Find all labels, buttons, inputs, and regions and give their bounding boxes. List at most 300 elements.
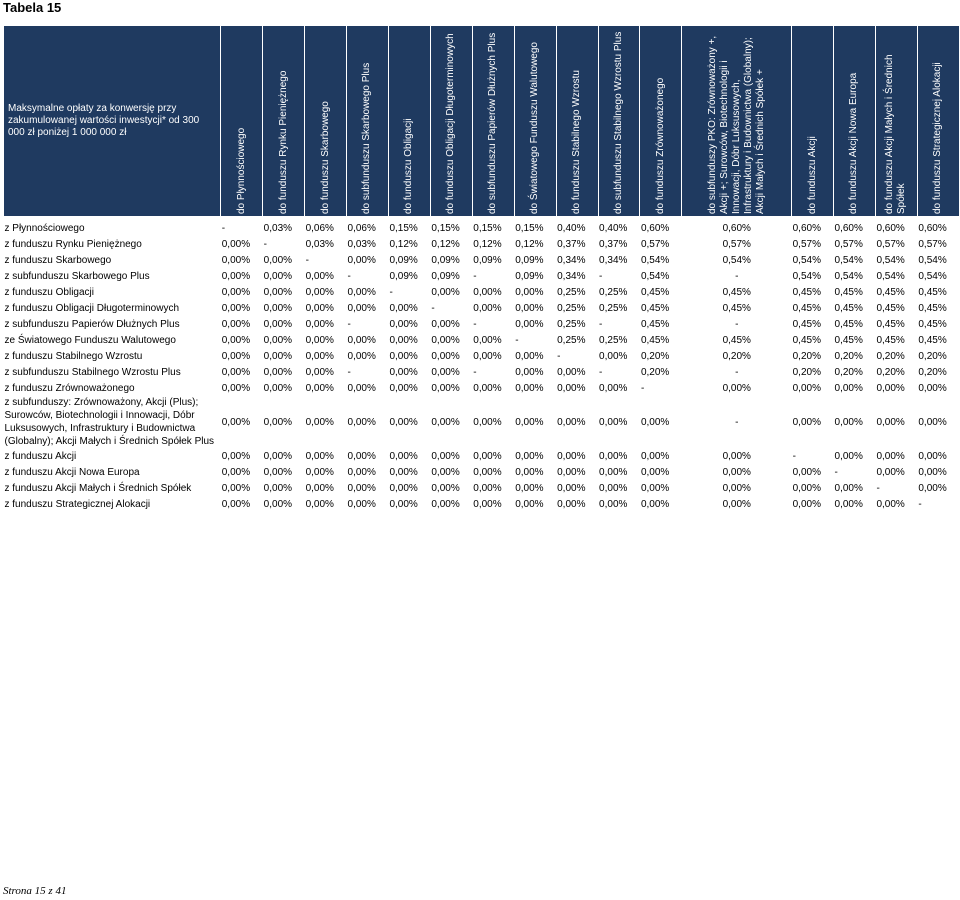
fee-cell: 0,00% bbox=[221, 238, 251, 250]
fee-cell: 0,00% bbox=[305, 382, 334, 394]
fee-cell: 0,00% bbox=[347, 450, 376, 462]
table-row bbox=[4, 396, 960, 448]
row-label: z funduszu Strategicznej Alokacji bbox=[4, 498, 151, 510]
fee-cell: 0,09% bbox=[473, 254, 502, 266]
fee-cell: 0,00% bbox=[305, 318, 334, 330]
fee-cell: 0,00% bbox=[876, 466, 905, 478]
fee-cell: 0,00% bbox=[876, 498, 905, 510]
column-header-label: do Płynnościowego bbox=[235, 127, 247, 214]
column-header-label: do Światowego Funduszu Walutowego bbox=[529, 42, 541, 214]
fee-cell: 0,34% bbox=[557, 270, 586, 282]
fee-cell: 0,00% bbox=[263, 498, 293, 510]
fee-cell: 0,00% bbox=[263, 382, 293, 394]
fee-cell: 0,00% bbox=[305, 286, 334, 298]
fee-cell: - bbox=[347, 318, 351, 330]
fee-cell: 0,00% bbox=[263, 366, 293, 378]
fee-cell: 0,37% bbox=[557, 238, 586, 250]
fee-cell: 0,60% bbox=[876, 222, 905, 234]
fee-cell: 0,20% bbox=[918, 366, 947, 378]
column-header bbox=[834, 26, 876, 216]
fee-cell: 0,00% bbox=[389, 334, 418, 346]
fee-cell: 0,34% bbox=[599, 254, 628, 266]
table-row bbox=[4, 348, 960, 364]
fee-cell: 0,09% bbox=[431, 270, 460, 282]
fee-cell: 0,00% bbox=[515, 498, 544, 510]
fee-cell: 0,00% bbox=[305, 498, 334, 510]
fee-cell: 0,20% bbox=[722, 350, 751, 362]
fee-cell: 0,54% bbox=[876, 270, 905, 282]
row-label: z funduszu Obligacji bbox=[4, 286, 94, 298]
table-row bbox=[4, 496, 960, 512]
fee-cell: 0,00% bbox=[792, 498, 821, 510]
fee-cell: 0,00% bbox=[834, 450, 863, 462]
fee-cell: 0,20% bbox=[792, 350, 821, 362]
fee-cell: 0,00% bbox=[305, 350, 334, 362]
fee-cell: 0,54% bbox=[792, 270, 821, 282]
column-header-label: do subfunduszu Skarbowego Plus bbox=[361, 62, 373, 214]
fee-cell: 0,00% bbox=[599, 466, 628, 478]
fee-cell: 0,60% bbox=[834, 222, 863, 234]
fee-cell: 0,25% bbox=[557, 334, 586, 346]
fee-cell: 0,00% bbox=[431, 350, 460, 362]
fee-cell: 0,45% bbox=[792, 318, 821, 330]
fee-cell: 0,00% bbox=[918, 482, 947, 494]
column-header-label: do funduszu Strategicznej Alokacji bbox=[932, 62, 944, 214]
fee-cell: 0,25% bbox=[557, 302, 586, 314]
fee-cell: 0,00% bbox=[389, 366, 418, 378]
fee-cell: 0,45% bbox=[640, 286, 670, 298]
fee-cell: - bbox=[473, 366, 477, 378]
fee-cell: 0,45% bbox=[918, 302, 947, 314]
fee-cell: 0,45% bbox=[640, 302, 670, 314]
column-header-label: do funduszu Obligacji bbox=[403, 118, 415, 214]
fee-cell: 0,00% bbox=[515, 318, 544, 330]
fee-cell: 0,45% bbox=[722, 302, 751, 314]
fee-cell: 0,09% bbox=[389, 270, 418, 282]
fee-cell: 0,00% bbox=[221, 366, 251, 378]
fee-cell: 0,00% bbox=[557, 498, 586, 510]
fee-cell: 0,00% bbox=[221, 302, 251, 314]
fee-cell: 0,00% bbox=[515, 416, 544, 428]
fee-cell: 0,00% bbox=[834, 382, 863, 394]
fee-cell: 0,00% bbox=[473, 382, 502, 394]
corner-header bbox=[4, 26, 221, 216]
fee-cell: 0,45% bbox=[876, 318, 905, 330]
fee-cell: 0,00% bbox=[221, 382, 251, 394]
fee-cell: 0,00% bbox=[557, 416, 586, 428]
fee-cell: 0,34% bbox=[557, 254, 586, 266]
fee-cell: 0,54% bbox=[792, 254, 821, 266]
fee-cell: 0,54% bbox=[918, 254, 947, 266]
fee-cell: 0,45% bbox=[876, 334, 905, 346]
fee-cell: 0,00% bbox=[473, 466, 502, 478]
fee-cell: 0,25% bbox=[599, 302, 628, 314]
table-row bbox=[4, 380, 960, 396]
fee-cell: - bbox=[735, 366, 739, 378]
fee-cell: 0,12% bbox=[431, 238, 460, 250]
fee-cell: 0,00% bbox=[221, 450, 251, 462]
fee-cell: 0,00% bbox=[599, 416, 628, 428]
fee-cell: 0,03% bbox=[263, 222, 293, 234]
fee-cell: 0,20% bbox=[640, 366, 670, 378]
fee-cell: 0,00% bbox=[431, 482, 460, 494]
fee-cell: 0,00% bbox=[263, 350, 293, 362]
fee-cell: 0,57% bbox=[722, 238, 751, 250]
column-header bbox=[682, 26, 792, 216]
fee-cell: 0,00% bbox=[347, 416, 376, 428]
fee-cell: 0,00% bbox=[263, 466, 293, 478]
fee-cell: 0,20% bbox=[876, 350, 905, 362]
fee-cell: 0,00% bbox=[305, 366, 334, 378]
fee-cell: 0,00% bbox=[263, 334, 293, 346]
column-header bbox=[875, 26, 917, 216]
row-label: z subfunduszy: Zrównoważony, Akcji (Plus); Surowców, Biotechnologii i Innowacji, Dóbr Luksusowych, Infrastruktury i Budownictwa (Globalny); Akcji Małych i Średnich Spółek Plus bbox=[4, 397, 215, 447]
fee-cell: 0,00% bbox=[431, 498, 460, 510]
fee-cell: 0,00% bbox=[640, 450, 670, 462]
fee-cell: 0,00% bbox=[792, 482, 821, 494]
fee-cell: - bbox=[515, 334, 519, 346]
fee-cell: 0,00% bbox=[473, 302, 502, 314]
fee-cell: 0,09% bbox=[515, 270, 544, 282]
fee-cell: 0,00% bbox=[599, 482, 628, 494]
column-header bbox=[598, 26, 640, 216]
column-header-label: do funduszu Akcji bbox=[806, 136, 818, 214]
fee-cell: 0,54% bbox=[918, 270, 947, 282]
fee-cell: 0,00% bbox=[557, 482, 586, 494]
fee-cell: 0,00% bbox=[389, 498, 418, 510]
fee-cell: 0,00% bbox=[557, 450, 586, 462]
fee-cell: 0,00% bbox=[431, 450, 460, 462]
fee-cell: 0,00% bbox=[557, 366, 586, 378]
fee-cell: 0,00% bbox=[347, 382, 376, 394]
fee-cell: 0,54% bbox=[834, 254, 863, 266]
fee-cell: 0,00% bbox=[515, 286, 544, 298]
fee-cell: - bbox=[640, 382, 645, 394]
fee-cell: 0,40% bbox=[557, 222, 586, 234]
row-label: z funduszu Skarbowego bbox=[4, 254, 112, 266]
fee-cell: 0,54% bbox=[834, 270, 863, 282]
column-header-label: do funduszu Stabilnego Wzrostu bbox=[571, 70, 583, 214]
table-row bbox=[4, 448, 960, 464]
fee-cell: 0,00% bbox=[431, 382, 460, 394]
fee-cell: 0,00% bbox=[722, 466, 751, 478]
fee-cell: 0,00% bbox=[305, 466, 334, 478]
fee-cell: 0,45% bbox=[918, 286, 947, 298]
fee-cell: 0,45% bbox=[792, 302, 821, 314]
column-header bbox=[514, 26, 556, 216]
fee-cell: - bbox=[735, 270, 739, 282]
fee-cell: - bbox=[876, 482, 880, 494]
fee-cell: 0,00% bbox=[263, 318, 293, 330]
fee-cell: 0,25% bbox=[599, 334, 628, 346]
fee-cell: 0,00% bbox=[389, 466, 418, 478]
fee-cell: 0,00% bbox=[515, 366, 544, 378]
fee-cell: 0,00% bbox=[876, 382, 905, 394]
fee-cell: 0,00% bbox=[305, 482, 334, 494]
fee-cell: 0,00% bbox=[834, 498, 863, 510]
fee-cell: 0,45% bbox=[918, 334, 947, 346]
fee-cell: 0,00% bbox=[263, 254, 293, 266]
fee-cell: 0,00% bbox=[473, 334, 502, 346]
fee-cell: 0,60% bbox=[792, 222, 821, 234]
fee-cell: - bbox=[918, 498, 922, 510]
fee-cell: - bbox=[347, 366, 351, 378]
fee-cell: - bbox=[792, 450, 796, 462]
fee-cell: 0,09% bbox=[431, 254, 460, 266]
fee-cell: 0,00% bbox=[305, 302, 334, 314]
fee-cell: 0,15% bbox=[389, 222, 418, 234]
fee-cell: 0,00% bbox=[557, 382, 586, 394]
fee-cell: - bbox=[735, 318, 739, 330]
fee-cell: 0,25% bbox=[557, 286, 586, 298]
fee-cell: 0,15% bbox=[515, 222, 544, 234]
fee-cell: 0,45% bbox=[640, 318, 670, 330]
table-row bbox=[4, 316, 960, 332]
fee-cell: 0,00% bbox=[389, 450, 418, 462]
row-label: z subfunduszu Papierów Dłużnych Plus bbox=[4, 318, 180, 330]
fee-cell: 0,00% bbox=[221, 466, 251, 478]
fee-cell: 0,20% bbox=[834, 366, 863, 378]
fee-cell: 0,00% bbox=[389, 382, 418, 394]
fee-cell: 0,00% bbox=[389, 350, 418, 362]
fee-cell: 0,12% bbox=[389, 238, 418, 250]
fee-cell: 0,00% bbox=[599, 350, 628, 362]
fee-cell: 0,00% bbox=[305, 450, 334, 462]
fee-cell: 0,00% bbox=[431, 334, 460, 346]
fee-cell: - bbox=[599, 366, 603, 378]
fee-cell: 0,00% bbox=[918, 382, 947, 394]
fee-cell: 0,00% bbox=[389, 482, 418, 494]
fee-cell: 0,00% bbox=[473, 350, 502, 362]
fee-cell: 0,00% bbox=[263, 482, 293, 494]
fee-cell: 0,06% bbox=[347, 222, 376, 234]
row-label: z funduszu Akcji Nowa Europa bbox=[4, 466, 140, 478]
column-header-label: do subfunduszy PKO: Zrównoważony +, Akcji +; Surowców, Biotechnologii i Innowacji, Dóbr Luksusowych, Infrastruktury i Budownictwa (Globalny); Akcji Małych i Średnich Spółek + bbox=[706, 35, 766, 214]
table-row bbox=[4, 364, 960, 380]
column-header-label: do subfunduszu Papierów Dłużnych Plus bbox=[487, 32, 499, 214]
fee-cell: 0,45% bbox=[876, 286, 905, 298]
fee-cell: 0,00% bbox=[431, 366, 460, 378]
column-header-label: do funduszu Akcji Nowa Europa bbox=[848, 72, 860, 214]
row-label: z funduszu Zrównoważonego bbox=[4, 382, 135, 394]
fee-cell: 0,00% bbox=[515, 466, 544, 478]
fee-cell: 0,00% bbox=[221, 286, 251, 298]
fee-cell: 0,00% bbox=[473, 416, 502, 428]
fee-cell: 0,00% bbox=[263, 302, 293, 314]
fee-cell: 0,00% bbox=[640, 498, 670, 510]
fee-cell: 0,00% bbox=[473, 450, 502, 462]
fee-cell: 0,03% bbox=[347, 238, 376, 250]
table-row bbox=[4, 480, 960, 496]
fee-cell: 0,00% bbox=[221, 350, 251, 362]
fee-cell: 0,00% bbox=[263, 450, 293, 462]
table-row bbox=[4, 252, 960, 268]
row-label: z funduszu Akcji Małych i Średnich Spółek bbox=[4, 482, 192, 494]
fee-cell: 0,00% bbox=[221, 482, 251, 494]
fee-cell: 0,45% bbox=[792, 334, 821, 346]
fee-cell: 0,00% bbox=[722, 382, 751, 394]
fee-cell: 0,00% bbox=[876, 416, 905, 428]
table-row bbox=[4, 332, 960, 348]
table-row bbox=[4, 464, 960, 480]
column-header bbox=[221, 26, 263, 216]
fee-cell: 0,00% bbox=[918, 466, 947, 478]
fee-cell: 0,00% bbox=[221, 416, 251, 428]
fee-cell: - bbox=[473, 270, 477, 282]
fee-cell: 0,00% bbox=[876, 450, 905, 462]
fee-cell: 0,00% bbox=[221, 270, 251, 282]
column-header-label: do funduszu Akcji Małych i Średnich Spółek bbox=[884, 54, 908, 214]
fee-cell: 0,00% bbox=[599, 382, 628, 394]
fee-cell: 0,60% bbox=[722, 222, 751, 234]
column-header bbox=[792, 26, 834, 216]
fee-cell: 0,45% bbox=[722, 286, 751, 298]
row-label: z funduszu Stabilnego Wzrostu bbox=[4, 350, 143, 362]
fee-cell: 0,09% bbox=[515, 254, 544, 266]
row-label: z Płynnościowego bbox=[4, 222, 85, 234]
fee-cell: 0,45% bbox=[834, 318, 863, 330]
fee-cell: 0,37% bbox=[599, 238, 628, 250]
fee-cell: 0,00% bbox=[347, 350, 376, 362]
fee-cell: 0,00% bbox=[792, 466, 821, 478]
page-title: Tabela 15 bbox=[3, 0, 62, 15]
fee-cell: 0,00% bbox=[389, 416, 418, 428]
fee-cell: - bbox=[221, 222, 226, 234]
row-label: z subfunduszu Stabilnego Wzrostu Plus bbox=[4, 366, 181, 378]
fee-cell: 0,00% bbox=[599, 498, 628, 510]
fee-cell: 0,00% bbox=[305, 416, 334, 428]
fee-cell: 0,00% bbox=[347, 334, 376, 346]
column-header bbox=[430, 26, 472, 216]
fee-cell: 0,00% bbox=[792, 382, 821, 394]
header-row bbox=[4, 26, 960, 216]
fee-cell: 0,45% bbox=[834, 302, 863, 314]
column-header-label: do funduszu Rynku Pieniężnego bbox=[277, 70, 289, 214]
fee-cell: 0,00% bbox=[515, 382, 544, 394]
fee-cell: 0,00% bbox=[305, 270, 334, 282]
fee-cell: 0,20% bbox=[792, 366, 821, 378]
column-header-label: do subfunduszu Stabilnego Wzrostu Plus bbox=[613, 31, 624, 214]
row-label: z funduszu Rynku Pieniężnego bbox=[4, 238, 142, 250]
corner-label: Maksymalne opłaty za konwersję przy zakumulowanej wartości inwestycji* od 300 000 zł poniżej 1 000 000 zł bbox=[8, 103, 200, 138]
fee-cell: 0,00% bbox=[640, 466, 670, 478]
fee-cell: 0,00% bbox=[221, 254, 251, 266]
fee-cell: 0,00% bbox=[473, 498, 502, 510]
fee-cell: 0,54% bbox=[640, 254, 670, 266]
fee-cell: 0,00% bbox=[347, 466, 376, 478]
fee-cell: 0,00% bbox=[515, 350, 544, 362]
conversion-fee-table bbox=[3, 26, 960, 512]
row-label: ze Światowego Funduszu Walutowego bbox=[4, 334, 176, 346]
fee-cell: - bbox=[735, 416, 739, 428]
fee-cell: 0,00% bbox=[473, 286, 502, 298]
fee-cell: 0,00% bbox=[221, 334, 251, 346]
fee-cell: - bbox=[431, 302, 435, 314]
fee-cell: 0,09% bbox=[389, 254, 418, 266]
fee-cell: 0,00% bbox=[918, 450, 947, 462]
column-header bbox=[640, 26, 682, 216]
fee-cell: 0,57% bbox=[792, 238, 821, 250]
fee-cell: 0,57% bbox=[876, 238, 905, 250]
fee-cell: 0,00% bbox=[722, 498, 751, 510]
fee-cell: 0,45% bbox=[834, 286, 863, 298]
fee-cell: 0,00% bbox=[347, 286, 376, 298]
fee-cell: 0,00% bbox=[431, 466, 460, 478]
fee-cell: 0,60% bbox=[640, 222, 670, 234]
column-header bbox=[263, 26, 305, 216]
fee-cell: 0,00% bbox=[431, 286, 460, 298]
fee-cell: 0,20% bbox=[918, 350, 947, 362]
fee-cell: 0,20% bbox=[640, 350, 670, 362]
fee-cell: - bbox=[834, 466, 838, 478]
fee-cell: 0,25% bbox=[557, 318, 586, 330]
column-header bbox=[472, 26, 514, 216]
page-footer: Strona 15 z 41 bbox=[3, 885, 67, 897]
fee-cell: 0,15% bbox=[431, 222, 460, 234]
fee-cell: 0,00% bbox=[263, 270, 293, 282]
column-header bbox=[347, 26, 389, 216]
fee-cell: 0,00% bbox=[515, 450, 544, 462]
row-label: z funduszu Akcji bbox=[4, 450, 77, 462]
fee-cell: 0,00% bbox=[431, 318, 460, 330]
fee-cell: 0,00% bbox=[473, 482, 502, 494]
fee-cell: 0,00% bbox=[792, 416, 821, 428]
fee-cell: 0,57% bbox=[834, 238, 863, 250]
fee-cell: 0,15% bbox=[473, 222, 502, 234]
fee-cell: 0,54% bbox=[876, 254, 905, 266]
fee-cell: - bbox=[389, 286, 393, 298]
fee-cell: 0,00% bbox=[347, 254, 376, 266]
fee-cell: 0,00% bbox=[347, 482, 376, 494]
fee-cell: 0,00% bbox=[515, 302, 544, 314]
fee-cell: 0,25% bbox=[599, 286, 628, 298]
column-header bbox=[556, 26, 598, 216]
table-row bbox=[4, 300, 960, 316]
fee-cell: 0,60% bbox=[918, 222, 947, 234]
fee-cell: 0,20% bbox=[834, 350, 863, 362]
fee-cell: 0,00% bbox=[722, 450, 751, 462]
fee-cell: 0,00% bbox=[263, 286, 293, 298]
fee-cell: 0,00% bbox=[389, 302, 418, 314]
fee-cell: - bbox=[305, 254, 309, 266]
fee-cell: 0,06% bbox=[305, 222, 334, 234]
fee-cell: 0,00% bbox=[221, 498, 251, 510]
fee-cell: 0,12% bbox=[515, 238, 544, 250]
fee-cell: 0,00% bbox=[640, 482, 670, 494]
fee-cell: 0,54% bbox=[640, 270, 670, 282]
table-row bbox=[4, 268, 960, 284]
fee-cell: 0,00% bbox=[263, 416, 293, 428]
fee-cell: - bbox=[263, 238, 268, 250]
fee-cell: 0,00% bbox=[305, 334, 334, 346]
fee-cell: - bbox=[473, 318, 477, 330]
column-header bbox=[305, 26, 347, 216]
fee-cell: 0,20% bbox=[876, 366, 905, 378]
fee-cell: 0,57% bbox=[918, 238, 947, 250]
fee-cell: 0,00% bbox=[834, 416, 863, 428]
fee-cell: 0,57% bbox=[640, 238, 670, 250]
fee-cell: 0,00% bbox=[599, 450, 628, 462]
table-row bbox=[4, 236, 960, 252]
fee-cell: 0,40% bbox=[599, 222, 628, 234]
fee-cell: 0,00% bbox=[722, 482, 751, 494]
table-row bbox=[4, 216, 960, 236]
fee-cell: - bbox=[599, 318, 603, 330]
column-header bbox=[917, 26, 959, 216]
row-label: z subfunduszu Skarbowego Plus bbox=[4, 270, 150, 282]
column-header bbox=[388, 26, 430, 216]
fee-cell: 0,00% bbox=[918, 416, 947, 428]
